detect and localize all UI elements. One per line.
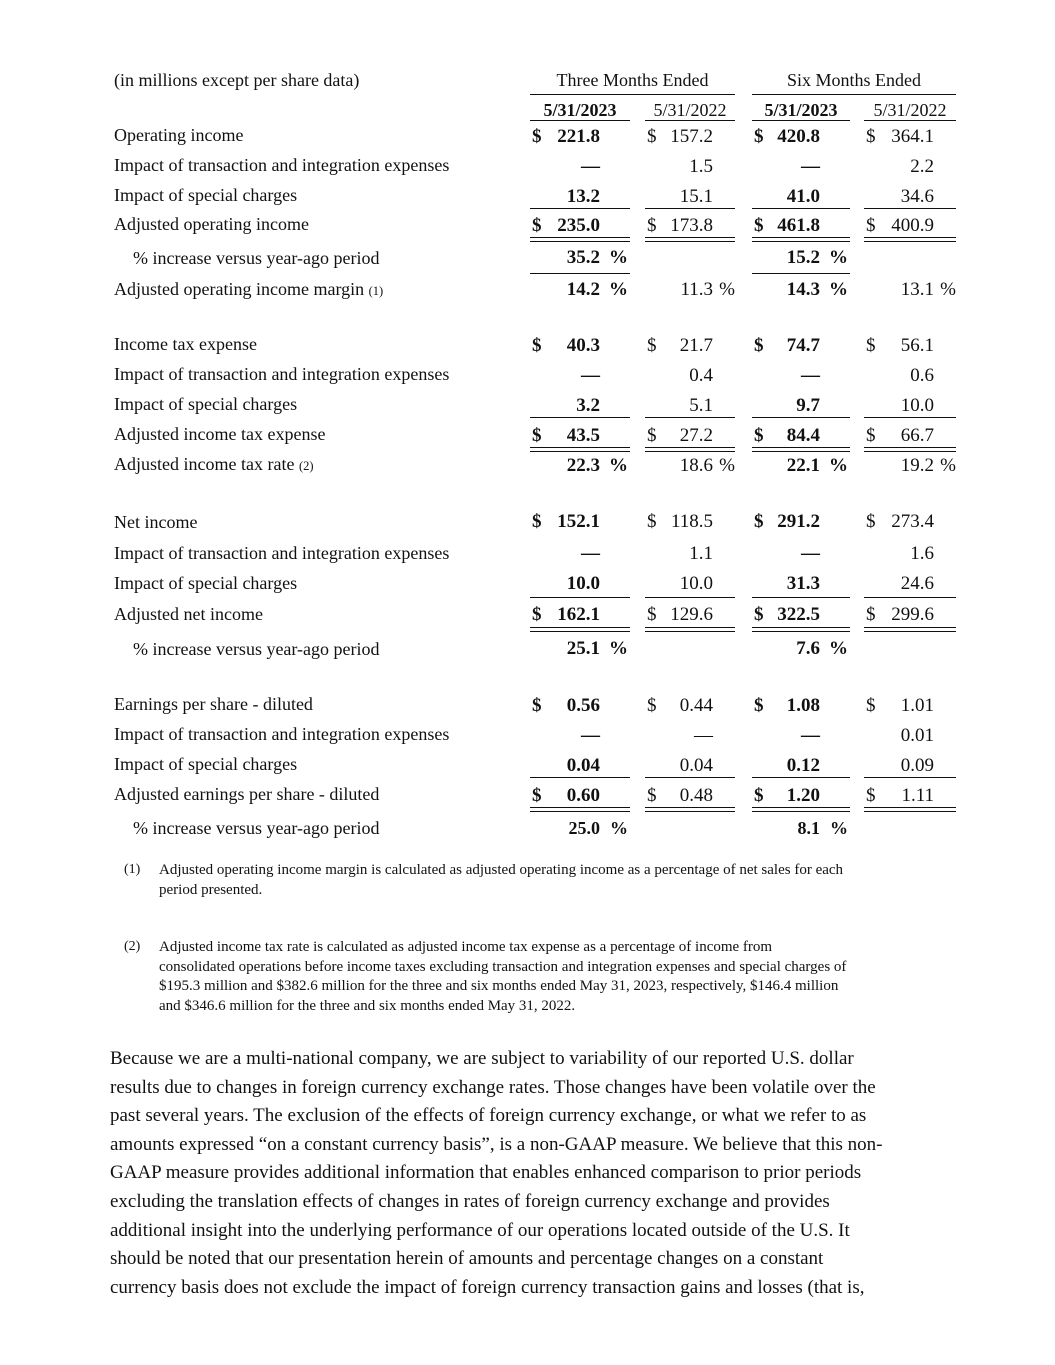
table-cell — [864, 335, 956, 359]
cell-value: 291.2 — [777, 511, 820, 532]
cell-value: 10.0 — [900, 395, 934, 416]
table-cell — [864, 785, 956, 809]
table-cell — [645, 725, 735, 749]
total-double-rule — [864, 237, 956, 242]
currency-symbol: $ — [866, 425, 876, 446]
currency-symbol: $ — [532, 511, 542, 532]
cell-value: 1.1 — [689, 543, 713, 564]
currency-symbol: $ — [647, 785, 657, 806]
table-cell — [864, 425, 956, 449]
cell-value: 41.0 — [786, 186, 820, 207]
cell-value: 129.6 — [670, 604, 713, 625]
table-cell — [864, 604, 956, 628]
row-label: Impact of special charges — [114, 394, 298, 414]
cell-value: — — [581, 156, 600, 177]
table-cell — [645, 604, 735, 628]
row-label: Impact of special charges — [114, 185, 298, 205]
currency-symbol: $ — [754, 785, 764, 806]
total-double-rule — [752, 237, 850, 242]
currency-symbol: $ — [866, 335, 876, 356]
table-cell — [752, 638, 850, 662]
subtotal-rule — [864, 597, 956, 598]
cell-value: 19.2 — [900, 455, 934, 476]
row-label: Impact of transaction and integration expenses — [114, 364, 450, 384]
row-label: Adjusted operating income — [114, 214, 309, 234]
cell-value: — — [581, 365, 600, 386]
table-cell — [752, 156, 850, 180]
total-double-rule — [645, 807, 735, 812]
total-double-rule — [645, 627, 735, 632]
total-double-rule — [645, 447, 735, 452]
cell-value: 34.6 — [900, 186, 934, 207]
table-cell — [530, 215, 630, 239]
table-cell — [645, 395, 735, 419]
cell-value: 1.20 — [786, 785, 820, 806]
cell-value: 0.48 — [679, 785, 713, 806]
total-double-rule — [645, 237, 735, 242]
cell-value: — — [581, 543, 600, 564]
cell-value: 8.1 — [797, 818, 820, 838]
cell-value: 0.56 — [566, 695, 600, 716]
percent-symbol: % — [610, 818, 628, 838]
cell-value: 22.3 — [566, 455, 600, 476]
currency-symbol: $ — [866, 695, 876, 716]
cell-value: 11.3 — [680, 279, 713, 300]
cell-value: 13.2 — [566, 186, 600, 207]
cell-value: 235.0 — [557, 215, 600, 236]
cell-value: 15.1 — [679, 186, 713, 207]
table-cell — [864, 573, 956, 597]
table-cell — [864, 215, 956, 239]
table-cell — [752, 365, 850, 389]
table-cell — [530, 638, 630, 662]
currency-symbol: $ — [754, 335, 764, 356]
currency-symbol: $ — [647, 215, 657, 236]
cell-value: 162.1 — [557, 604, 600, 625]
table-cell — [645, 425, 735, 449]
table-cell — [752, 335, 850, 359]
currency-symbol: $ — [647, 335, 657, 356]
total-double-rule — [530, 447, 630, 452]
total-double-rule — [752, 807, 850, 812]
table-cell — [530, 365, 630, 389]
total-double-rule — [864, 627, 956, 632]
table-cell — [752, 543, 850, 567]
row-label: Impact of special charges — [114, 754, 298, 774]
row-label: Operating income — [114, 125, 244, 145]
percent-symbol: % — [830, 818, 848, 838]
cell-value: 118.5 — [670, 511, 713, 532]
cell-value: 22.1 — [786, 455, 820, 476]
subtotal-rule — [645, 777, 735, 778]
table-cell — [645, 365, 735, 389]
table-cell — [530, 425, 630, 449]
cell-value: 66.7 — [900, 425, 934, 446]
row-label: Impact of special charges — [114, 573, 298, 593]
table-cell — [752, 755, 850, 779]
cell-value: 13.1 — [900, 279, 934, 300]
table-cell — [752, 725, 850, 749]
table-cell — [864, 511, 956, 535]
row-label: Adjusted earnings per share - diluted — [114, 784, 380, 804]
table-cell — [864, 186, 956, 210]
row-label: Adjusted income tax rate (2) — [114, 454, 314, 474]
table-cell — [864, 455, 956, 479]
cell-value: 1.01 — [900, 695, 934, 716]
subtotal-rule — [530, 777, 630, 778]
table-cell — [645, 335, 735, 359]
total-double-rule — [530, 807, 630, 812]
row-label: Income tax expense — [114, 334, 257, 354]
cell-value: 43.5 — [566, 425, 600, 446]
table-cell — [864, 156, 956, 180]
body-paragraph: Because we are a multi-national company, we are subject to variability of our reported U.S. dollar results due to changes in foreign currency exchange rates. Those changes have been volatile over the past several years. The exclusion of the effects of foreign currency exchange, or what we refer to as amounts expressed “on a constant currency basis”, is a non-GAAP measure. We believe that this non- GAAP measure provides additional information that enables enhanced comparison to prior periods excluding the translation effects of changes in rates of foreign currency exchange and provides additional insight into the underlying performance of our operations located outside of the U.S. It should be noted that our presentation herein of amounts and percentage changes on a constant currency basis does not exclude the impact of foreign currency transaction gains and losses (that is, — [110, 1048, 883, 1298]
currency-symbol: $ — [754, 425, 764, 446]
currency-symbol: $ — [866, 604, 876, 625]
table-cell — [752, 186, 850, 210]
percent-symbol: % — [829, 455, 848, 476]
date-col-3: 5/31/2023 — [764, 100, 838, 120]
cell-value: 322.5 — [777, 604, 820, 625]
table-cell — [752, 215, 850, 239]
date-rule — [864, 120, 956, 121]
currency-symbol: $ — [866, 126, 876, 147]
total-double-rule — [530, 627, 630, 632]
cell-value: — — [694, 725, 713, 746]
currency-symbol: $ — [532, 126, 542, 147]
cell-value: — — [801, 365, 820, 386]
three-months-header: Three Months Ended — [556, 70, 709, 90]
cell-value: 24.6 — [900, 573, 934, 594]
table-cell — [530, 818, 630, 842]
currency-symbol: $ — [754, 215, 764, 236]
percent-symbol: % — [829, 247, 848, 268]
cell-value: 25.1 — [566, 638, 600, 659]
cell-value: 14.2 — [566, 279, 600, 300]
cell-value: 35.2 — [566, 247, 600, 268]
percent-symbol: % — [829, 279, 848, 300]
cell-value: 0.04 — [566, 755, 600, 776]
cell-value: 1.6 — [910, 543, 934, 564]
table-cell — [645, 126, 735, 150]
table-cell — [645, 156, 735, 180]
table-cell — [530, 126, 630, 150]
cell-value: 9.7 — [796, 395, 820, 416]
cell-value: 10.0 — [679, 573, 713, 594]
row-label: % increase versus year-ago period — [133, 248, 380, 268]
total-double-rule — [752, 627, 850, 632]
subtotal-rule — [645, 417, 735, 418]
subtotal-rule — [530, 417, 630, 418]
row-label: % increase versus year-ago period — [133, 818, 380, 838]
cell-value: 273.4 — [891, 511, 934, 532]
table-cell — [645, 215, 735, 239]
footnote-number: (2) — [124, 939, 141, 954]
table-cell — [530, 247, 630, 271]
table-cell — [530, 279, 630, 303]
cell-value: 25.0 — [568, 818, 600, 838]
header-rule — [752, 94, 956, 95]
table-cell — [530, 573, 630, 597]
cell-value: — — [801, 725, 820, 746]
percent-symbol: % — [609, 279, 628, 300]
subtotal-rule — [752, 208, 850, 209]
cell-value: 3.2 — [576, 395, 600, 416]
cell-value: 0.09 — [900, 755, 934, 776]
cell-value: 364.1 — [891, 126, 934, 147]
header-rule — [530, 94, 735, 95]
percent-symbol: % — [609, 638, 628, 659]
currency-symbol: $ — [532, 785, 542, 806]
table-cell — [752, 695, 850, 719]
cell-value: 0.01 — [900, 725, 934, 746]
subtotal-rule — [752, 417, 850, 418]
cell-value: 31.3 — [786, 573, 820, 594]
table-cell — [752, 126, 850, 150]
row-label: Net income — [114, 512, 198, 532]
percent-symbol: % — [719, 279, 735, 300]
units-note: (in millions except per share data) — [114, 70, 360, 90]
cell-value: 400.9 — [891, 215, 934, 236]
cell-value: 5.1 — [689, 395, 713, 416]
row-label: Impact of transaction and integration expenses — [114, 155, 450, 175]
table-cell — [752, 247, 850, 271]
six-months-header: Six Months Ended — [786, 70, 921, 90]
table-cell — [864, 365, 956, 389]
cell-value: 0.12 — [786, 755, 820, 776]
cell-value: — — [801, 543, 820, 564]
cell-value: — — [581, 725, 600, 746]
table-cell — [752, 818, 850, 842]
currency-symbol: $ — [754, 604, 764, 625]
table-cell — [864, 395, 956, 419]
currency-symbol: $ — [532, 604, 542, 625]
currency-symbol: $ — [647, 511, 657, 532]
cell-value: 299.6 — [891, 604, 934, 625]
cell-value: 1.08 — [786, 695, 820, 716]
table-cell — [752, 425, 850, 449]
date-col-1: 5/31/2023 — [543, 100, 617, 120]
table-cell — [530, 156, 630, 180]
table-cell — [530, 395, 630, 419]
footnote-number: (1) — [124, 862, 141, 877]
subtotal-rule — [530, 273, 630, 274]
date-rule — [645, 120, 735, 121]
table-cell — [864, 279, 956, 303]
cell-value: 18.6 — [679, 455, 713, 476]
currency-symbol: $ — [532, 425, 542, 446]
table-cell — [752, 511, 850, 535]
cell-value: 2.2 — [910, 156, 934, 177]
subtotal-rule — [864, 777, 956, 778]
currency-symbol: $ — [647, 695, 657, 716]
total-double-rule — [864, 447, 956, 452]
table-cell — [530, 725, 630, 749]
percent-symbol: % — [719, 455, 735, 476]
table-cell — [530, 785, 630, 809]
subtotal-rule — [752, 273, 850, 274]
percent-symbol: % — [829, 638, 848, 659]
cell-value: 10.0 — [566, 573, 600, 594]
table-cell — [645, 511, 735, 535]
row-label: Earnings per share - diluted — [114, 694, 313, 714]
table-cell — [752, 395, 850, 419]
table-cell — [645, 543, 735, 567]
table-cell — [752, 785, 850, 809]
currency-symbol: $ — [754, 695, 764, 716]
table-cell — [530, 186, 630, 210]
percent-symbol: % — [940, 279, 956, 300]
table-cell — [530, 543, 630, 567]
row-label: % increase versus year-ago period — [133, 639, 380, 659]
cell-value: 7.6 — [796, 638, 820, 659]
total-double-rule — [864, 807, 956, 812]
table-cell — [752, 573, 850, 597]
currency-symbol: $ — [866, 785, 876, 806]
cell-value: 1.11 — [901, 785, 934, 806]
cell-value: 40.3 — [566, 335, 600, 356]
cell-value: 1.5 — [689, 156, 713, 177]
currency-symbol: $ — [866, 511, 876, 532]
row-label: Adjusted operating income margin (1) — [114, 279, 384, 299]
cell-value: 74.7 — [786, 335, 820, 356]
cell-value: 84.4 — [786, 425, 820, 446]
subtotal-rule — [530, 208, 630, 209]
subtotal-rule — [645, 597, 735, 598]
table-cell — [530, 755, 630, 779]
cell-value: 152.1 — [557, 511, 600, 532]
cell-value: 221.8 — [557, 126, 600, 147]
table-cell — [752, 279, 850, 303]
table-cell — [645, 279, 735, 303]
subtotal-rule — [752, 777, 850, 778]
subtotal-rule — [530, 597, 630, 598]
cell-value: 0.6 — [910, 365, 934, 386]
date-rule — [752, 120, 850, 121]
subtotal-rule — [864, 208, 956, 209]
table-cell — [530, 604, 630, 628]
table-cell — [530, 511, 630, 535]
subtotal-rule — [864, 417, 956, 418]
cell-value: — — [801, 156, 820, 177]
cell-value: 420.8 — [777, 126, 820, 147]
date-col-2: 5/31/2022 — [653, 100, 727, 120]
cell-value: 14.3 — [786, 279, 820, 300]
total-double-rule — [752, 447, 850, 452]
percent-symbol: % — [940, 455, 956, 476]
cell-value: 27.2 — [679, 425, 713, 446]
currency-symbol: $ — [647, 604, 657, 625]
currency-symbol: $ — [754, 126, 764, 147]
table-cell — [530, 695, 630, 719]
percent-symbol: % — [609, 247, 628, 268]
date-rule — [530, 120, 630, 121]
footnote-1: Adjusted operating income margin is calculated as adjusted operating income as a percentage of net sales for each period presented. — [159, 862, 844, 898]
currency-symbol: $ — [754, 511, 764, 532]
table-cell — [752, 604, 850, 628]
footnote-2: Adjusted income tax rate is calculated as adjusted income tax expense as a percentage of income from consolidated operations before income taxes excluding transaction and integration expenses and special charges of $195.3 million and $382.6 million for the three and six months ended May 31, 2023, respectively, $146.4 million and $346.6 million for the three and six months ended May 31, 2022. — [159, 939, 847, 1014]
table-cell — [864, 543, 956, 567]
table-cell — [864, 755, 956, 779]
table-cell — [645, 186, 735, 210]
table-cell — [752, 455, 850, 479]
currency-symbol: $ — [866, 215, 876, 236]
cell-value: 157.2 — [670, 126, 713, 147]
currency-symbol: $ — [532, 695, 542, 716]
table-cell — [645, 573, 735, 597]
cell-value: 0.44 — [679, 695, 713, 716]
cell-value: 21.7 — [679, 335, 713, 356]
table-cell — [864, 725, 956, 749]
currency-symbol: $ — [532, 335, 542, 356]
percent-symbol: % — [609, 455, 628, 476]
table-cell — [645, 695, 735, 719]
subtotal-rule — [645, 208, 735, 209]
cell-value: 15.2 — [786, 247, 820, 268]
cell-value: 0.4 — [689, 365, 713, 386]
row-label: Impact of transaction and integration expenses — [114, 543, 450, 563]
table-cell — [864, 126, 956, 150]
cell-value: 56.1 — [900, 335, 934, 356]
row-label: Adjusted income tax expense — [114, 424, 326, 444]
currency-symbol: $ — [647, 425, 657, 446]
cell-value: 173.8 — [670, 215, 713, 236]
table-cell — [645, 785, 735, 809]
table-cell — [530, 455, 630, 479]
cell-value: 461.8 — [777, 215, 820, 236]
total-double-rule — [530, 237, 630, 242]
currency-symbol: $ — [647, 126, 657, 147]
row-label: Adjusted net income — [114, 604, 263, 624]
currency-symbol: $ — [532, 215, 542, 236]
table-cell — [645, 455, 735, 479]
cell-value: 0.04 — [679, 755, 713, 776]
table-cell — [530, 335, 630, 359]
cell-value: 0.60 — [566, 785, 600, 806]
row-label: Impact of transaction and integration expenses — [114, 724, 450, 744]
subtotal-rule — [752, 597, 850, 598]
date-col-4: 5/31/2022 — [873, 100, 947, 120]
table-cell — [864, 695, 956, 719]
table-cell — [645, 755, 735, 779]
